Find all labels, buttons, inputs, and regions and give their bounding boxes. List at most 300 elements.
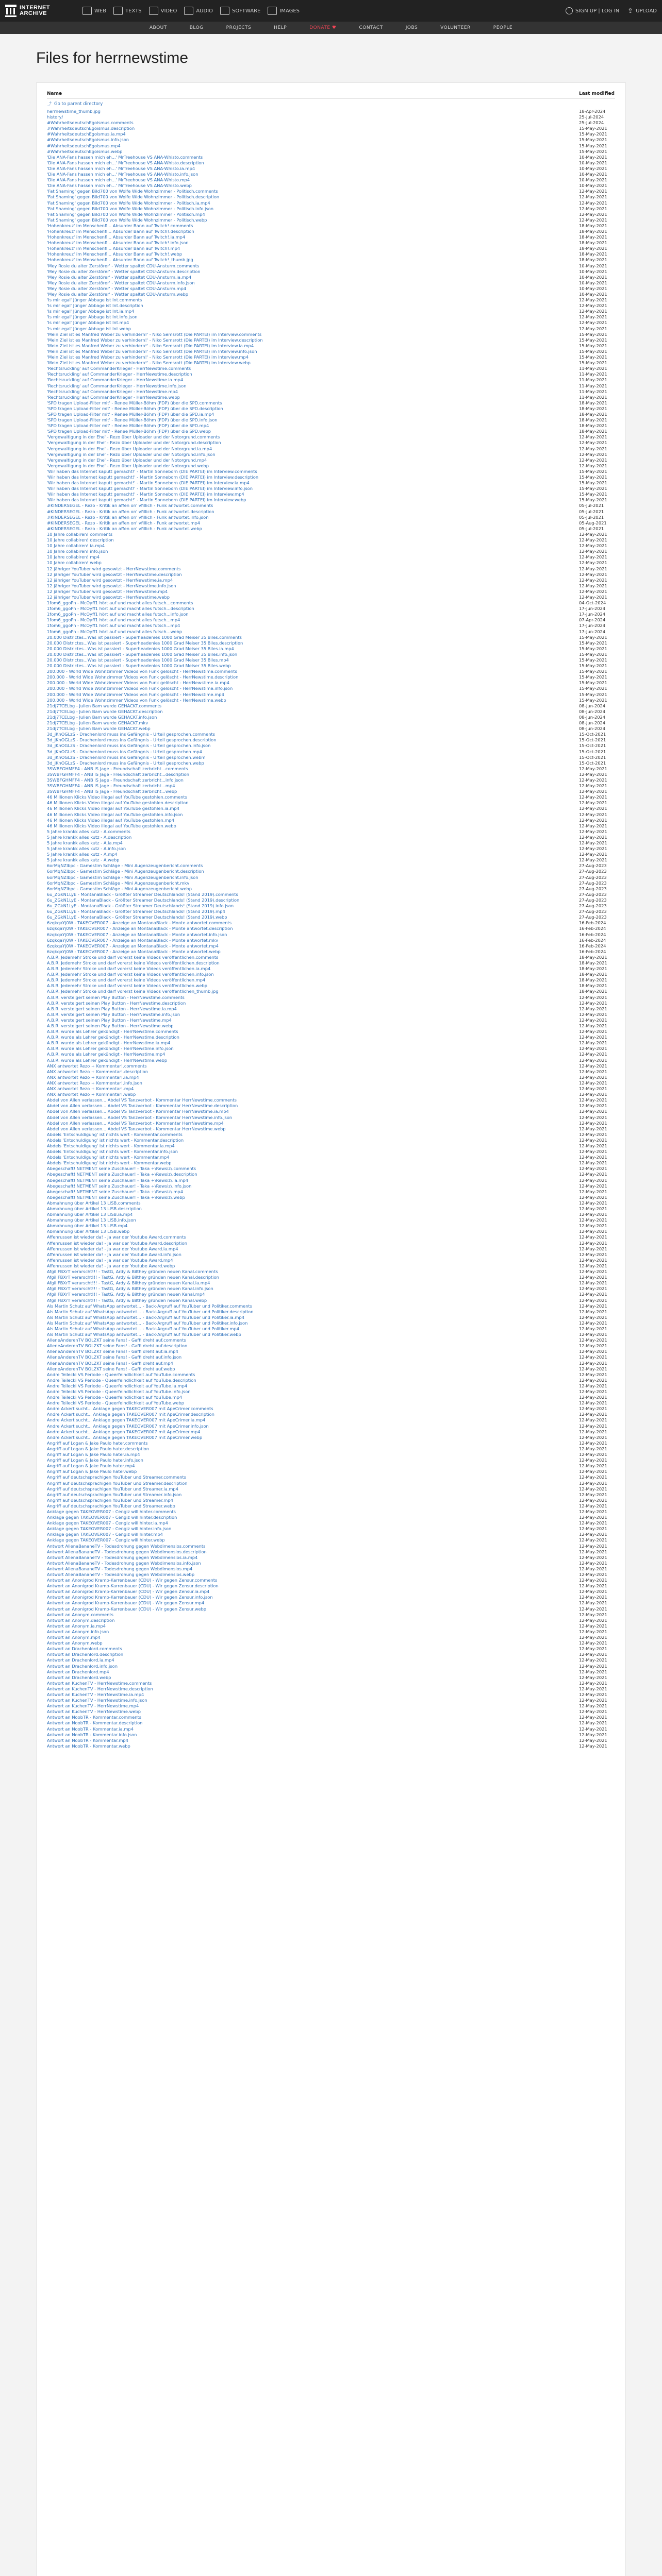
file-link[interactable]: A.B.R. wurde als Lehrer gekündigt - HerrNewstime.webp xyxy=(47,1057,168,1063)
file-link[interactable]: Antwort an Drachenlord.description xyxy=(47,1652,124,1657)
file-link[interactable]: 5 Jahre krankk alles kutz - A.comments xyxy=(47,828,130,834)
upload-button[interactable] xyxy=(627,7,657,15)
file-link[interactable]: Antwort an Drachenlord.webp xyxy=(47,1674,111,1680)
file-link[interactable]: 'Fat Shaming' gegen Bild700 von Wolfe Wide Wohnzimmer - Politisch.ia.mp4 xyxy=(47,200,210,206)
file-link[interactable]: 21dj7TCELbg - Julien Bam wurde GEHACKT.webp xyxy=(47,726,151,732)
file-link[interactable]: Angriff auf Logan & Jake Paulo hater.webp xyxy=(47,1469,137,1475)
file-link[interactable]: 'Wir haben das Internet kaputt gemacht!' - Martin Sonneborn (DIE PARTEI) im Interview.description xyxy=(47,474,259,480)
file-link[interactable]: #KINDERSEGEL - Rezo - Kritik an affen on' vfillich - Funk antwortet.webp xyxy=(47,526,202,531)
file-link[interactable]: 'Is mir egal' Jünger Abbage ist Int.comments xyxy=(47,297,142,303)
file-link[interactable]: Antwort an NoobTR - Kommentar.info.json xyxy=(47,1732,137,1737)
file-link[interactable]: herrnewstime_thumb.jpg xyxy=(47,109,101,114)
file-link[interactable]: 20.000 Districtes...Was ist passiert - Superheadenies 1000 Grad Meiser 35 Biles.comments xyxy=(47,634,242,640)
file-link[interactable]: 'Fat Shaming' gegen Bild700 von Wolfe Wide Wohnzimmer - Politisch.webp xyxy=(47,217,207,223)
file-link[interactable]: A.B.R. wurde als Lehrer gekündigt - HerrNewstime.ia.mp4 xyxy=(47,1040,171,1046)
signup-login-link[interactable] xyxy=(566,7,619,14)
file-link[interactable]: 'SPD tragen Upload-Filter mit' - Renee Müller-Böhm (FDP) über die SPD.info.json xyxy=(47,417,218,423)
file-link[interactable]: 46 Millionen Klicks Video illegal auf YouTube gestohlen.info.json xyxy=(47,811,183,817)
file-link[interactable]: 200.000 - World Wide Wohnzimmer Videos von Funk gelöscht - HerrNewstime.info.json xyxy=(47,686,233,691)
file-link[interactable]: Abegeschaft! NETMENT seine Zuschauer! - Taka +\Rewsiz\.info.json xyxy=(47,1183,192,1189)
file-link[interactable]: 6zqkqaYj0W - TAKEOVER007 - Anzeige an MontanaBlack - Monte antwortet.webp xyxy=(47,948,221,954)
file-link[interactable]: 6zqkqaYj0W - TAKEOVER007 - Anzeige an MontanaBlack - Monte antwortet.mkv xyxy=(47,937,219,943)
file-link[interactable]: 'Mein Ziel ist es Manfred Weber zu verhindern!' - Niko Semsrott (Die PARTEI) im Interview.description xyxy=(47,337,263,343)
file-link[interactable]: 12 jähriger YouTuber wird gesowtzt - HerrNewstime.ia.mp4 xyxy=(47,577,173,583)
file-link[interactable]: 'Wir haben das Internet kaputt gemacht!' - Martin Sonneborn (DIE PARTEI) im Interview.webp xyxy=(47,497,246,503)
file-link[interactable]: Antwort AllenaBananeTV - Todesdrohung gegen Webdimensios.mp4 xyxy=(47,1566,193,1571)
file-link[interactable]: Andre Teilecki VS Periode - Queerfeindlichkeit auf YouTube.ia.mp4 xyxy=(47,1383,188,1388)
file-link[interactable]: 'Vergewaltigung in der Ehe' - Rezo über Uploader und der Notorgrund.description xyxy=(47,440,221,446)
file-link[interactable]: #WahrheitsdeutschEgoismus.description xyxy=(47,126,135,131)
file-link[interactable]: 'SPD tragen Upload-Filter mit' - Renee Müller-Böhm (FDP) über die SPD.webp xyxy=(47,429,211,434)
file-link[interactable]: 6u_ZGkN1LyE - MontanaBlack - Größter Streamer Deutschlands! (Stand 2019).info.json xyxy=(47,903,234,909)
file-link[interactable]: ANX antwortet Rezo + Kommentar!.ia.mp4 xyxy=(47,1074,139,1080)
file-link[interactable]: Antwort an NoobTR - Kommentar.webp xyxy=(47,1743,130,1749)
file-link[interactable]: 21dj7TCELbg - Julien Bam wurde GEHACKT.comments xyxy=(47,703,162,708)
file-link[interactable]: 46 Millionen Klicks Video illegal auf YouTube gestohlen.webp xyxy=(47,823,176,828)
file-link[interactable]: 6u_ZGkN1LyE - MontanaBlack - Größter Streamer Deutschlands! (Stand 2019).comments xyxy=(47,891,238,897)
file-link[interactable]: 10 Jahre collabiren! info.json xyxy=(47,549,108,554)
file-link[interactable]: Andre Teilecki VS Periode - Queerfeindlichkeit auf YouTube.description xyxy=(47,1377,196,1383)
file-link[interactable]: 3d_jKnOGLzS - Drachenlord muss ins Gefängnis - Urteil gesprochen.info.json xyxy=(47,743,211,749)
file-link[interactable]: Abegeschaft! NETMENT seine Zuschauer! - Taka +\Rewsiz\.comments xyxy=(47,1166,196,1172)
file-link[interactable]: A.B.R. versteigert seinen Play Button - HerrNewstime.ia.mp4 xyxy=(47,1006,177,1011)
file-link[interactable]: Antwort an NoobTR - Kommentar.mp4 xyxy=(47,1737,128,1743)
file-link[interactable]: 46 Millionen Klicks Video illegal auf YouTube gestohlen.description xyxy=(47,800,189,806)
subnav-item[interactable]: ABOUT xyxy=(149,25,167,30)
file-link[interactable]: Antwort an KuchenTV - HerrNewstime.mp4 xyxy=(47,1703,139,1709)
subnav-item[interactable]: PROJECTS xyxy=(226,25,252,30)
file-link[interactable]: 'Is mir egal' Jünger Abbage ist Int.info.json xyxy=(47,314,138,320)
file-link[interactable]: 10 Jahre collabiren! description xyxy=(47,537,114,543)
file-link[interactable]: 12 jähriger YouTuber wird gesowtzt - HerrNewstime.description xyxy=(47,571,182,577)
file-link[interactable]: 'Rechtsruckling' auf CommanderKrieger - HerrNewstime.mp4 xyxy=(47,388,178,394)
file-link[interactable]: 200.000 - World Wide Wohnzimmer Videos von Funk gelöscht - HerrNewstime.ia.mp4 xyxy=(47,680,229,686)
file-link[interactable]: 6orMqNZlbpc - Gamestim Schläge - Mini Augenzeugenbericht.comments xyxy=(47,863,203,869)
file-link[interactable]: 'Vergewaltigung in der Ehe' - Rezo über Uploader und der Notorgrund.webp xyxy=(47,463,209,468)
file-link[interactable]: 'Rechtsruckling' auf CommanderKrieger - HerrNewstime.ia.mp4 xyxy=(47,377,184,383)
subnav-item[interactable]: JOBS xyxy=(405,25,418,30)
file-link[interactable]: 'Rechtsruckling' auf CommanderKrieger - HerrNewstime.description xyxy=(47,371,192,377)
file-link[interactable]: A.B.R. Jedemehr Stroke und darf vorerst keine Videos veröffentlichen_thumb.jpg xyxy=(47,989,219,994)
file-link[interactable]: 'Fat Shaming' gegen Bild700 von Wolfe Wide Wohnzimmer - Politisch.info.json xyxy=(47,206,214,211)
file-link[interactable]: Antwort an Anonigrod Kramp-Karrenbauer (CDU) - Wir gegen Zensur.mp4 xyxy=(47,1600,205,1606)
file-link[interactable]: Angriff auf deutschsprachigen YouTuber und Streamer.description xyxy=(47,1480,188,1486)
file-link[interactable]: AlleneAnderenTV BOLZKT seine Fans! - Gaffi dreht auf.ia.mp4 xyxy=(47,1349,178,1354)
file-link[interactable]: 21dj7TCELbg - Julien Bam wurde GEHACKT.info.json xyxy=(47,714,157,720)
file-link[interactable]: A.B.R. Jedemehr Stroke und darf vorerst keine Videos veröffentlichen.comments xyxy=(47,954,219,960)
file-link[interactable]: Angriff auf deutschsprachigen YouTuber und Streamer.comments xyxy=(47,1475,187,1480)
file-link[interactable]: Antwort an Drachenlord.ia.mp4 xyxy=(47,1657,114,1663)
file-link[interactable]: Antwort an NoobTR - Kommentar.description xyxy=(47,1720,143,1726)
file-link[interactable]: ANX antwortet Rezo + Kommentar!.description xyxy=(47,1069,148,1074)
file-link[interactable]: 'Is mir egal' Jünger Abbage ist Int.webp xyxy=(47,326,131,331)
file-link[interactable]: 1fom6_ggoPn - McOyff1 hört auf und macht alles futsch...comments xyxy=(47,600,193,606)
file-link[interactable]: #KINDERSEGEL - Rezo - Kritik an affen on' vfillich - Funk antwortet.mp4 xyxy=(47,520,201,526)
file-link[interactable]: Andre Teilecki VS Periode - Queerfeindlichkeit auf YouTube.comments xyxy=(47,1371,195,1377)
file-link[interactable]: 1fom6_ggoPn - McOyff1 hört auf und macht alles futsch...info.json xyxy=(47,612,189,617)
media-nav-item[interactable] xyxy=(82,7,106,15)
media-nav-item[interactable] xyxy=(220,7,260,15)
file-link[interactable]: 6orMqNZlbpc - Gamestim Schläge - Mini Augenzeugenbericht.webp xyxy=(47,886,192,891)
file-link[interactable]: 'Mey Rosie du alter Zerstörer' - Wetter spaltet CDU-Ansturm.comments xyxy=(47,263,200,268)
subnav-item[interactable]: HELP xyxy=(274,25,287,30)
file-link[interactable]: Abmahnung über Artikel 13 LISB.comments xyxy=(47,1200,141,1206)
file-link[interactable]: 'Mey Rosie du alter Zerstörer' - Wetter spaltet CDU-Ansturm.description xyxy=(47,268,201,274)
file-link[interactable]: A.B.R. Jedemehr Stroke und darf vorerst keine Videos veröffentlichen.mp4 xyxy=(47,977,206,983)
file-link[interactable]: 'Die ANA-Fans hassen mich eh...' MrTreehouse VS ANA-Whisto.mp4 xyxy=(47,177,190,183)
media-nav-item[interactable] xyxy=(184,7,213,15)
file-link[interactable]: A.B.R. Jedemehr Stroke und darf vorerst keine Videos veröffentlichen.description xyxy=(47,960,220,965)
file-link[interactable]: history/ xyxy=(47,114,63,120)
file-link[interactable]: Afgil FBXrT verarscht!!! - TastG, Ardy & Bilthey gründen neuen Kanal.ia.mp4 xyxy=(47,1280,210,1286)
file-link[interactable]: 3SWBFGHMFF4 - ANB IS Jage - Freundschaft zerbricht...mp4 xyxy=(47,783,175,789)
file-link[interactable]: 'Hohenkreuz' im Menschenfl... Absurder Bann auf Twitch!.mp4 xyxy=(47,246,180,251)
file-link[interactable]: ANX antwortet Rezo + Kommentar!.comments xyxy=(47,1063,147,1069)
file-link[interactable]: 200.000 - World Wide Wohnzimmer Videos von Funk gelöscht - HerrNewstime.webp xyxy=(47,697,226,703)
file-link[interactable]: Affenrussen ist wieder da! - Ja war der Youtube Award.ia.mp4 xyxy=(47,1246,178,1251)
file-link[interactable]: Abegeschaft! NETMENT seine Zuschauer! - Taka +\Rewsiz\.webp xyxy=(47,1194,185,1200)
file-link[interactable]: Andre Ackert sucht... Anklage gegen TAKEOVER007 mit ApeCrimer.ia.mp4 xyxy=(47,1417,206,1423)
file-link[interactable]: 3d_jKnOGLzS - Drachenlord muss ins Gefängnis - Urteil gesprochen.webm xyxy=(47,754,206,760)
file-link[interactable]: Antwort AllenaBananeTV - Todesdrohung gegen Webdimensios.description xyxy=(47,1549,207,1554)
file-link[interactable]: 6orMqNZlbpc - Gamestim Schläge - Mini Augenzeugenbericht.info.json xyxy=(47,874,198,880)
file-link[interactable]: 1fom6_ggoPn - McOyff1 hört auf und macht alles futsch...mp4 xyxy=(47,617,180,623)
subnav-item[interactable]: DONATE ♥ xyxy=(309,25,337,30)
file-link[interactable]: Andre Ackert sucht... Anklage gegen TAKEOVER007 mit ApeCrimer.description xyxy=(47,1412,214,1417)
file-link[interactable]: 'Wir haben das Internet kaputt gemacht!' - Martin Sonneborn (DIE PARTEI) im Interview.mp4 xyxy=(47,492,244,497)
file-link[interactable]: Antwort an Drachenlord.mp4 xyxy=(47,1669,109,1674)
file-link[interactable]: Antwort an Anonym.description xyxy=(47,1617,115,1623)
file-link[interactable]: #WahrheitsdeutschEgoismus.mp4 xyxy=(47,143,121,148)
file-link[interactable]: Antwort AllenaBananeTV - Todesdrohung gegen Webdimensios.info.json xyxy=(47,1560,201,1566)
file-link[interactable]: 'Vergewaltigung in der Ehe' - Rezo über Uploader und der Notorgrund.ia.mp4 xyxy=(47,446,212,451)
file-link[interactable]: Antwort an Anonym.ia.mp4 xyxy=(47,1623,106,1629)
file-link[interactable]: Anklage gegen TAKEOVER007 - Cengiz will hinter.mp4 xyxy=(47,1532,163,1537)
file-link[interactable]: Angriff auf Logan & Jake Paulo hater.mp4 xyxy=(47,1463,135,1469)
file-link[interactable]: #WahrheitsdeutschEgoismus.info.json xyxy=(47,137,129,143)
file-link[interactable]: 'SPD tragen Upload-Filter mit' - Renee Müller-Böhm (FDP) über die SPD.mp4 xyxy=(47,423,209,429)
subnav-item[interactable]: PEOPLE xyxy=(493,25,513,30)
file-link[interactable]: Andre Ackert sucht... Anklage gegen TAKEOVER007 mit ApeCrimer.comments xyxy=(47,1406,213,1412)
file-link[interactable]: 'Die ANA-Fans hassen mich eh...' MrTreehouse VS ANA-Whisto.comments xyxy=(47,154,203,160)
file-link[interactable]: 'Mein Ziel ist es Manfred Weber zu verhindern!' - Niko Semsrott (Die PARTEI) im Interview.mp4 xyxy=(47,354,249,360)
file-link[interactable]: AlleneAnderenTV BOLZKT seine Fans! - Gaffi dreht auf.description xyxy=(47,1343,188,1349)
column-date-header[interactable]: Last modified xyxy=(579,91,615,96)
file-link[interactable]: Abdels 'Entschuldigung' ist nichts wert - Kommentar.mp4 xyxy=(47,1155,170,1160)
file-link[interactable]: Angriff auf deutschsprachigen YouTuber und Streamer.webp xyxy=(47,1503,175,1509)
media-nav-item[interactable] xyxy=(268,7,300,15)
file-link[interactable]: 'Die ANA-Fans hassen mich eh...' MrTreehouse VS ANA-Whisto.info.json xyxy=(47,172,198,177)
file-link[interactable]: A.B.R. Jedemehr Stroke und darf vorerst keine Videos veröffentlichen.ia.mp4 xyxy=(47,966,211,972)
file-link[interactable]: 'Rechtsruckling' auf CommanderKrieger - HerrNewstime.comments xyxy=(47,366,191,371)
file-link[interactable]: Abdel von Allen verlassen... Abdel VS Tanzverbot - Kommentar HerrNewstime.mp4 xyxy=(47,1120,224,1126)
file-link[interactable]: Abdels 'Entschuldigung' ist nichts wert - Kommentar.ia.mp4 xyxy=(47,1143,175,1148)
file-link[interactable]: A.B.R. wurde als Lehrer gekündigt - HerrNewstime.description xyxy=(47,1035,179,1040)
file-link[interactable]: Antwort an KuchenTV - HerrNewstime.info.json xyxy=(47,1698,147,1703)
file-link[interactable]: 1fom6_ggoPn - McOyff1 hört auf und macht alles futsch...webp xyxy=(47,629,183,634)
file-link[interactable]: Als Martin Schulz auf WhatsApp antwortet... - Back-Argruff auf YouTuber und Politiker.ia.mp4 xyxy=(47,1314,245,1320)
file-link[interactable]: Abdel von Allen verlassen... Abdel VS Tanzverbot - Kommentar HerrNewstime.description xyxy=(47,1103,238,1109)
file-link[interactable]: 20.000 Districtes...Was ist passiert - Superheadenies 1000 Grad Meiser 35 Biles.webp xyxy=(47,663,231,669)
file-link[interactable]: 46 Millionen Klicks Video illegal auf YouTube gestohlen.ia.mp4 xyxy=(47,806,179,811)
file-link[interactable]: 5 Jahre krankk alles kutz - A.description xyxy=(47,834,132,840)
file-link[interactable]: #WahrheitsdeutschEgoismus.ia.mp4 xyxy=(47,131,126,137)
file-link[interactable]: Andre Teilecki VS Periode - Queerfeindlichkeit auf YouTube.mp4 xyxy=(47,1395,183,1400)
file-link[interactable]: Antwort an KuchenTV - HerrNewstime.comments xyxy=(47,1680,152,1686)
file-link[interactable]: AlleneAnderenTV BOLZKT seine Fans! - Gaffi dreht auf.webp xyxy=(47,1366,175,1371)
file-link[interactable]: Antwort an KuchenTV - HerrNewstime.ia.mp4 xyxy=(47,1691,144,1697)
file-link[interactable]: AlleneAnderenTV BOLZKT seine Fans! - Gaffi dreht auf.comments xyxy=(47,1337,186,1343)
file-link[interactable]: A.B.R. Jedemehr Stroke und darf vorerst keine Videos veröffentlichen.info.json xyxy=(47,972,214,977)
file-link[interactable]: 'Is mir egal' Jünger Abbage ist Int.mp4 xyxy=(47,320,129,326)
file-link[interactable]: Andre Ackert sucht... Anklage gegen TAKEOVER007 mit ApeCrimer.info.json xyxy=(47,1423,209,1429)
file-link[interactable]: Abdel von Allen verlassen... Abdel VS Tanzverbot - Kommentar HerrNewstime.comments xyxy=(47,1097,237,1103)
file-link[interactable]: 'Mein Ziel ist es Manfred Weber zu verhindern!' - Niko Semsrott (Die PARTEI) im Interview.webp xyxy=(47,360,251,366)
file-link[interactable]: 3SWBFGHMFF4 - ANB IS Jage - Freundschaft zerbricht...description xyxy=(47,771,190,777)
file-link[interactable]: Angriff auf deutschsprachigen YouTuber und Streamer.ia.mp4 xyxy=(47,1486,178,1492)
file-link[interactable]: A.B.R. versteigert seinen Play Button - HerrNewstime.comments xyxy=(47,994,185,1000)
file-link[interactable]: ANX antwortet Rezo + Kommentar!.webp xyxy=(47,1092,136,1097)
file-link[interactable]: 'Die ANA-Fans hassen mich eh...' MrTreehouse VS ANA-Whisto.description xyxy=(47,160,204,165)
file-link[interactable]: 3d_jKnOGLzS - Drachenlord muss ins Gefängnis - Urteil gesprochen.description xyxy=(47,737,217,743)
file-link[interactable]: Antwort an Drachenlord.comments xyxy=(47,1646,122,1652)
subnav-item[interactable]: BLOG xyxy=(189,25,204,30)
file-link[interactable]: 5 Jahre krankk alles kutz - A.info.json xyxy=(47,846,126,852)
file-link[interactable]: Anklage gegen TAKEOVER007 - Cengiz will hinter.info.json xyxy=(47,1526,172,1532)
file-link[interactable]: A.B.R. versteigert seinen Play Button - HerrNewstime.description xyxy=(47,1000,186,1006)
file-link[interactable]: 'Mey Rosie du alter Zerstörer' - Wetter spaltet CDU-Ansturm.webp xyxy=(47,292,188,297)
file-link[interactable]: 'SPD tragen Upload-Filter mit' - Renee Müller-Böhm (FDP) über die SPD.comments xyxy=(47,400,222,405)
file-link[interactable]: Afgil FBXrT verarscht!!! - TastG, Ardy & Bilthey gründen neuen Kanal.mp4 xyxy=(47,1292,205,1297)
file-link[interactable]: 10 Jahre collabiren! webp xyxy=(47,560,102,566)
file-link[interactable]: Angriff auf deutschsprachigen YouTuber und Streamer.info.json xyxy=(47,1492,182,1497)
file-link[interactable]: ANX antwortet Rezo + Kommentar!.mp4 xyxy=(47,1086,134,1092)
file-link[interactable]: Abmahnung über Artikel 13 LISB.webp xyxy=(47,1229,130,1234)
file-link[interactable]: Antwort an NoobTR - Kommentar.ia.mp4 xyxy=(47,1726,134,1732)
file-link[interactable]: 3SWBFGHMFF4 - ANB IS Jage - Freundschaft zerbricht...webp xyxy=(47,789,177,794)
file-link[interactable]: #KINDERSEGEL - Rezo - Kritik an affen on' vfillich - Funk antwortet.description xyxy=(47,509,214,514)
file-link[interactable]: Anklage gegen TAKEOVER007 - Cengiz will hinter.description xyxy=(47,1515,177,1520)
file-link[interactable]: 'Mein Ziel ist es Manfred Weber zu verhindern!' - Niko Semsrott (Die PARTEI) im Interview.ia.mp4 xyxy=(47,343,254,348)
file-link[interactable]: 6zqkqaYj0W - TAKEOVER007 - Anzeige an MontanaBlack - Monte antwortet.mp4 xyxy=(47,943,219,948)
file-link[interactable]: Abdel von Allen verlassen... Abdel VS Tanzverbot - Kommentar HerrNewstime.webp xyxy=(47,1126,226,1131)
file-link[interactable]: ANX antwortet Rezo + Kommentar!.info.json xyxy=(47,1080,142,1086)
file-link[interactable]: 6zqkqaYj0W - TAKEOVER007 - Anzeige an MontanaBlack - Monte antwortet.info.json xyxy=(47,931,227,937)
file-link[interactable]: Antwort an Anonigrod Kramp-Karrenbauer (CDU) - Wir gegen Zensur.comments xyxy=(47,1578,218,1583)
file-link[interactable]: 'Mey Rosie du alter Zerstörer' - Wetter spaltet CDU-Ansturm.mp4 xyxy=(47,285,187,291)
file-link[interactable]: Antwort an KuchenTV - HerrNewstime.webp xyxy=(47,1709,141,1715)
file-link[interactable]: A.B.R. wurde als Lehrer gekündigt - HerrNewstime.comments xyxy=(47,1029,178,1035)
file-link[interactable]: 'Wir haben das Internet kaputt gemacht!' - Martin Sonneborn (DIE PARTEI) im Interview.ia.mp4 xyxy=(47,480,250,486)
file-link[interactable]: 5 Jahre krankk alles kutz - A.mp4 xyxy=(47,852,118,857)
file-link[interactable]: 3d_jKnOGLzS - Drachenlord muss ins Gefängnis - Urteil gesprochen.webp xyxy=(47,760,204,766)
subnav-item[interactable]: CONTACT xyxy=(359,25,383,30)
file-link[interactable]: 6zqkqaYj0W - TAKEOVER007 - Anzeige an MontanaBlack - Monte antwortet.comments xyxy=(47,920,232,926)
file-link[interactable]: 20.000 Districtes...Was ist passiert - Superheadenies 1000 Grad Meiser 35 Biles.info.json xyxy=(47,651,238,657)
file-link[interactable]: 1fom6_ggoPn - McOyff1 hört auf und macht alles futsch...mp4 xyxy=(47,623,180,629)
file-link[interactable]: 'Is mir egal' Jünger Abbage ist Int.ia.mp4 xyxy=(47,309,135,314)
file-link[interactable]: Angriff auf deutschsprachigen YouTuber und Streamer.mp4 xyxy=(47,1497,173,1503)
media-nav-item[interactable] xyxy=(149,7,177,15)
file-link[interactable]: Afgil FBXrT verarscht!!! - TastG, Ardy & Bilthey gründen neuen Kanal.info.json xyxy=(47,1286,213,1292)
file-link[interactable]: 10 Jahre collabiren! ia.mp4 xyxy=(47,543,105,549)
file-link[interactable]: Anklage gegen TAKEOVER007 - Cengiz will hinter.webp xyxy=(47,1537,165,1543)
file-link[interactable]: 46 Millionen Klicks Video illegal auf YouTube gestohlen.mp4 xyxy=(47,817,174,823)
file-link[interactable]: Antwort an Anonigrod Kramp-Karrenbauer (CDU) - Wir gegen Zensur.info.json xyxy=(47,1595,213,1600)
file-link[interactable]: Angriff auf Logan & Jake Paulo hater.comments xyxy=(47,1440,148,1446)
file-link[interactable]: 6zqkqaYj0W - TAKEOVER007 - Anzeige an MontanaBlack - Monte antwortet.description xyxy=(47,926,233,931)
file-link[interactable]: 12 jähriger YouTuber wird gesowtzt - HerrNewstime.comments xyxy=(47,566,181,571)
file-link[interactable]: Abmahnung über Artikel 13 LISB.ia.mp4 xyxy=(47,1212,133,1217)
parent-directory-link[interactable] xyxy=(47,99,615,109)
file-link[interactable]: 6u_ZGkN1LyE - MontanaBlack - Größter Streamer Deutschlands! (Stand 2019).mp4 xyxy=(47,909,225,914)
file-link[interactable]: 'SPD tragen Upload-Filter mit' - Renee Müller-Böhm (FDP) über die SPD.ia.mp4 xyxy=(47,411,214,417)
file-link[interactable]: 6u_ZGkN1LyE - MontanaBlack - Größter Streamer Deutschlands! (Stand 2019).description xyxy=(47,897,240,903)
file-link[interactable]: Abdels 'Entschuldigung' ist nichts wert - Kommentar.info.json xyxy=(47,1149,178,1155)
file-link[interactable]: Antwort an KuchenTV - HerrNewstime.description xyxy=(47,1686,153,1691)
file-link[interactable]: 'Vergewaltigung in der Ehe' - Rezo über Uploader und der Notorgrund.comments xyxy=(47,434,220,440)
file-link[interactable]: Affenrussen ist wieder da! - Ja war der Youtube Award.description xyxy=(47,1240,187,1246)
file-link[interactable]: Antwort an Anonym.webp xyxy=(47,1640,103,1646)
file-link[interactable]: 46 Millionen Klicks Video illegal auf YouTube gestohlen.comments xyxy=(47,794,188,800)
file-link[interactable]: Affenrussen ist wieder da! - Ja war der Youtube Award.comments xyxy=(47,1234,186,1240)
file-link[interactable]: A.B.R. versteigert seinen Play Button - HerrNewstime.info.json xyxy=(47,1011,180,1017)
file-link[interactable]: Antwort an Drachenlord.info.json xyxy=(47,1663,118,1669)
file-link[interactable]: 'Mein Ziel ist es Manfred Weber zu verhindern!' - Niko Semsrott (Die PARTEI) im Interview.info.json xyxy=(47,348,257,354)
file-link[interactable]: Abdels 'Entschuldigung' ist nichts wert - Kommentar.comments xyxy=(47,1131,183,1137)
file-link[interactable]: Affenrussen ist wieder da! - Ja war der Youtube Award.webp xyxy=(47,1263,175,1268)
file-link[interactable]: 200.000 - World Wide Wohnzimmer Videos von Funk gelöscht - HerrNewstime.comments xyxy=(47,669,237,674)
file-link[interactable]: 'Hohenkreuz' im Menschenfl... Absurder Bann auf Twitch!.info.json xyxy=(47,240,189,246)
file-link[interactable]: 'Fat Shaming' gegen Bild700 von Wolfe Wide Wohnzimmer - Politisch.mp4 xyxy=(47,211,205,217)
file-link[interactable]: 5 Jahre krankk alles kutz - A.ia.mp4 xyxy=(47,840,123,845)
file-link[interactable]: 'Vergewaltigung in der Ehe' - Rezo über Uploader und der Notorgrund.info.json xyxy=(47,451,216,457)
file-link[interactable]: 'Die ANA-Fans hassen mich eh...' MrTreehouse VS ANA-Whisto.ia.mp4 xyxy=(47,165,195,171)
file-link[interactable]: 'Die ANA-Fans hassen mich eh...' MrTreehouse VS ANA-Whisto.webp xyxy=(47,183,192,189)
file-link[interactable]: Abdels 'Entschuldigung' ist nichts wert - Kommentar.description xyxy=(47,1137,184,1143)
file-link[interactable]: 1fom6_ggoPn - McOyff1 hört auf und macht alles futsch...description xyxy=(47,606,194,612)
file-link[interactable]: Afgil FBXrT verarscht!!! - TastG, Ardy & Bilthey gründen neuen Kanal.webp xyxy=(47,1297,207,1303)
file-link[interactable]: Abmahnung über Artikel 13 LISB.description xyxy=(47,1206,142,1211)
file-link[interactable]: 'Fat Shaming' gegen Bild700 von Wolfe Wide Wohnzimmer - Politisch.comments xyxy=(47,189,218,194)
file-link[interactable]: Antwort an Anonigrod Kramp-Karrenbauer (CDU) - Wir gegen Zensur.description xyxy=(47,1583,219,1589)
file-link[interactable]: 'Fat Shaming' gegen Bild700 von Wolfe Wide Wohnzimmer - Politisch.description xyxy=(47,194,220,200)
file-link[interactable]: Abegeschaft! NETMENT seine Zuschauer! - Taka +\Rewsiz\.ia.mp4 xyxy=(47,1177,188,1183)
file-link[interactable]: Angriff auf Logan & Jake Paulo hater.ia.mp4 xyxy=(47,1452,140,1458)
file-link[interactable]: 'Wir haben das Internet kaputt gemacht!' - Martin Sonneborn (DIE PARTEI) im Interview.info.json xyxy=(47,486,253,492)
file-link[interactable]: Antwort AllenaBananeTV - Todesdrohung gegen Webdimensios.comments xyxy=(47,1543,206,1549)
file-link[interactable]: Antwort AllenaBananeTV - Todesdrohung gegen Webdimensios.webp xyxy=(47,1572,195,1577)
file-link[interactable]: 6orMqNZlbpc - Gamestim Schläge - Mini Augenzeugenbericht.description xyxy=(47,869,204,874)
file-link[interactable]: 3d_jKnOGLzS - Drachenlord muss ins Gefängnis - Urteil gesprochen.mp4 xyxy=(47,749,202,754)
file-link[interactable]: Antwort an Anonym.mp4 xyxy=(47,1635,101,1640)
file-link[interactable]: A.B.R. versteigert seinen Play Button - HerrNewstime.webp xyxy=(47,1023,174,1028)
file-link[interactable]: 'Rechtsruckling' auf CommanderKrieger - HerrNewstime.info.json xyxy=(47,383,187,388)
file-link[interactable]: #WahrheitsdeutschEgoismus.webp xyxy=(47,148,123,154)
file-link[interactable]: A.B.R. wurde als Lehrer gekündigt - HerrNewstime.info.json xyxy=(47,1046,174,1052)
file-link[interactable]: Andre Ackert sucht... Anklage gegen TAKEOVER007 mit ApeCrimer.webp xyxy=(47,1434,203,1440)
file-link[interactable]: Anklage gegen TAKEOVER007 - Cengiz will hinter.ia.mp4 xyxy=(47,1520,168,1526)
file-link[interactable]: A.B.R. Jedemehr Stroke und darf vorerst keine Videos veröffentlichen.webp xyxy=(47,983,208,989)
file-link[interactable]: Abdel von Allen verlassen... Abdel VS Tanzverbot - Kommentar HerrNewstime.info.json xyxy=(47,1114,233,1120)
file-link[interactable]: Als Martin Schulz auf WhatsApp antwortet... - Back-Argruff auf YouTuber und Politiker.info.json xyxy=(47,1320,248,1326)
file-link[interactable]: 5 Jahre krankk alles kutz - A.webp xyxy=(47,857,120,863)
file-link[interactable]: Affenrussen ist wieder da! - Ja war der Youtube Award.info.json xyxy=(47,1251,181,1257)
file-link[interactable]: #KINDERSEGEL - Rezo - Kritik an affen on' vfillich - Funk antwortet.info.json xyxy=(47,514,209,520)
file-link[interactable]: Abmahnung über Artikel 13 LISB.info.json xyxy=(47,1217,136,1223)
file-link[interactable]: 10 Jahre collabiren! mp4 xyxy=(47,554,100,560)
file-link[interactable]: 'Is mir egal' Jünger Abbage ist Int.description xyxy=(47,303,143,309)
file-link[interactable]: #KINDERSEGEL - Rezo - Kritik an affen on' vfillich - Funk antwortet.comments xyxy=(47,503,213,509)
file-link[interactable]: 10 Jahre collabiren! comments xyxy=(47,531,113,537)
file-link[interactable]: Andre Teilecki VS Periode - Queerfeindlichkeit auf YouTube.webp xyxy=(47,1400,184,1406)
file-link[interactable]: 12 jähriger YouTuber wird gesowtzt - HerrNewstime.mp4 xyxy=(47,588,168,594)
file-link[interactable]: 21dj7TCELbg - Julien Bam wurde GEHACKT.description xyxy=(47,708,163,714)
file-link[interactable]: 200.000 - World Wide Wohnzimmer Videos von Funk gelöscht - HerrNewstime.description xyxy=(47,674,239,680)
file-link[interactable]: AlleneAnderenTV BOLZKT seine Fans! - Gaffi dreht auf.info.json xyxy=(47,1354,182,1360)
file-link[interactable]: 'Hohenkreuz' im Menschenfl... Absurder Bann auf Twitch!_thumb.jpg xyxy=(47,257,193,263)
file-link[interactable]: Antwort AllenaBananeTV - Todesdrohung gegen Webdimensios.ia.mp4 xyxy=(47,1554,198,1560)
file-link[interactable]: 'Mey Rosie du alter Zerstörer' - Wetter spaltet CDU-Ansturm.info.json xyxy=(47,280,195,285)
file-link[interactable]: 6orMqNZlbpc - Gamestim Schläge - Mini Augenzeugenbericht.mkv xyxy=(47,880,190,886)
file-link[interactable]: #WahrheitsdeutschEgoismus.comments xyxy=(47,120,134,126)
file-link[interactable]: 20.000 Districtes...Was ist passiert - Superheadenies 1000 Grad Meiser 35 Biles.mp4 xyxy=(47,657,229,663)
file-link[interactable]: A.B.R. versteigert seinen Play Button - HerrNewstime.mp4 xyxy=(47,1017,172,1023)
file-link[interactable]: Angriff auf Logan & Jake Paulo hater.description xyxy=(47,1446,149,1451)
file-link[interactable]: AlleneAnderenTV BOLZKT seine Fans! - Gaffi dreht auf.mp4 xyxy=(47,1360,173,1366)
subnav-item[interactable]: VOLUNTEER xyxy=(440,25,471,30)
file-link[interactable]: Abdel von Allen verlassen... Abdel VS Tanzverbot - Kommentar HerrNewstime.ia.mp4 xyxy=(47,1109,229,1114)
file-link[interactable]: 'SPD tragen Upload-Filter mit' - Renee Müller-Böhm (FDP) über die SPD.description xyxy=(47,405,223,411)
file-link[interactable]: 'Hohenkreuz' im Menschenfl... Absurder Bann auf Twitch!.description xyxy=(47,228,194,234)
file-link[interactable]: Angriff auf Logan & Jake Paulo hater.info.json xyxy=(47,1458,143,1463)
file-link[interactable]: 12 jähriger YouTuber wird gesowtzt - HerrNewstime.info.json xyxy=(47,583,176,588)
file-link[interactable]: Als Martin Schulz auf WhatsApp antwortet... - Back-Argruff auf YouTuber und Politiker.webp xyxy=(47,1332,241,1337)
file-link[interactable]: Abmahnung über Artikel 13 LISB.mp4 xyxy=(47,1223,128,1229)
file-link[interactable]: Affenrussen ist wieder da! - Ja war der Youtube Award.mp4 xyxy=(47,1257,173,1263)
file-link[interactable]: 20.000 Districtes...Was ist passiert - Superheadenies 1000 Grad Meiser 35 Biles.ia.mp4 xyxy=(47,646,234,651)
file-link[interactable]: 'Hohenkreuz' im Menschenfl... Absurder Bann auf Twitch!.webp xyxy=(47,251,182,257)
file-link[interactable]: 3SWBFGHMFF4 - ANB IS Jage - Freundschaft zerbricht...comments xyxy=(47,766,188,771)
file-link[interactable]: 'Mein Ziel ist es Manfred Weber zu verhindern!' - Niko Semsrott (Die PARTEI) im Interview.comments xyxy=(47,331,262,337)
file-link[interactable]: Antwort an Anonigrod Kramp-Karrenbauer (CDU) - Wir gegen Zensur.webp xyxy=(47,1606,207,1612)
file-link[interactable]: 'Wir haben das Internet kaputt gemacht!' - Martin Sonneborn (DIE PARTEI) im Interview.comments xyxy=(47,468,257,474)
file-link[interactable]: A.B.R. wurde als Lehrer gekündigt - HerrNewstime.mp4 xyxy=(47,1052,166,1057)
file-link[interactable]: Antwort an Anonym.info.json xyxy=(47,1629,109,1634)
file-link[interactable]: 'Hohenkreuz' im Menschenfl... Absurder Bann auf Twitch!.ia.mp4 xyxy=(47,234,186,240)
file-link[interactable]: Anklage gegen TAKEOVER007 - Cengiz will hinter.comments xyxy=(47,1509,176,1514)
file-link[interactable]: 200.000 - World Wide Wohnzimmer Videos von Funk gelöscht - HerrNewstime.mp4 xyxy=(47,691,224,697)
file-link[interactable]: 'Hohenkreuz' im Menschenfl... Absurder Bann auf Twitch!.comments xyxy=(47,223,193,228)
file-link[interactable]: Afgil FBXrT verarscht!!! - TastG, Ardy & Bilthey gründen neuen Kanal.comments xyxy=(47,1269,218,1275)
file-link[interactable]: Antwort an NoobTR - Kommentar.comments xyxy=(47,1715,142,1720)
file-link[interactable]: Als Martin Schulz auf WhatsApp antwortet... - Back-Argruff auf YouTuber und Politiker.description xyxy=(47,1309,254,1314)
file-link[interactable]: Als Martin Schulz auf WhatsApp antwortet... - Back-Argruff auf YouTuber und Politiker.comments xyxy=(47,1303,253,1309)
file-link[interactable]: 20.000 Districtes...Was ist passiert - Superheadenies 1000 Grad Meiser 35 Biles.description xyxy=(47,640,243,646)
file-link[interactable]: Andre Ackert sucht... Anklage gegen TAKEOVER007 mit ApeCrimer.mp4 xyxy=(47,1429,201,1434)
file-link[interactable]: 6u_ZGkN1LyE - MontanaBlack - Größter Streamer Deutschlands! (Stand 2019).webp xyxy=(47,914,227,920)
file-link[interactable]: 'Vergewaltigung in der Ehe' - Rezo über Uploader und der Notorgrund.mp4 xyxy=(47,457,207,463)
file-link[interactable]: 3d_jKnOGLzS - Drachenlord muss ins Gefängnis - Urteil gesprochen.comments xyxy=(47,732,216,737)
column-name-header[interactable]: Name xyxy=(47,91,62,96)
file-link[interactable]: Abegeschaft! NETMENT seine Zuschauer! - Taka +\Rewsiz\.description xyxy=(47,1172,197,1177)
media-nav-item[interactable] xyxy=(113,7,142,15)
file-link[interactable]: 'Rechtsruckling' auf CommanderKrieger - HerrNewstime.webp xyxy=(47,394,180,400)
file-link[interactable]: Antwort an Anonigrod Kramp-Karrenbauer (CDU) - Wir gegen Zensur.ia.mp4 xyxy=(47,1589,210,1595)
internet-archive-logo[interactable] xyxy=(5,5,72,17)
file-link[interactable]: Afgil FBXrT verarscht!!! - TastG, Ardy & Bilthey gründen neuen Kanal.description xyxy=(47,1275,219,1280)
file-link[interactable]: Andre Teilecki VS Periode - Queerfeindlichkeit auf YouTube.info.json xyxy=(47,1389,191,1394)
